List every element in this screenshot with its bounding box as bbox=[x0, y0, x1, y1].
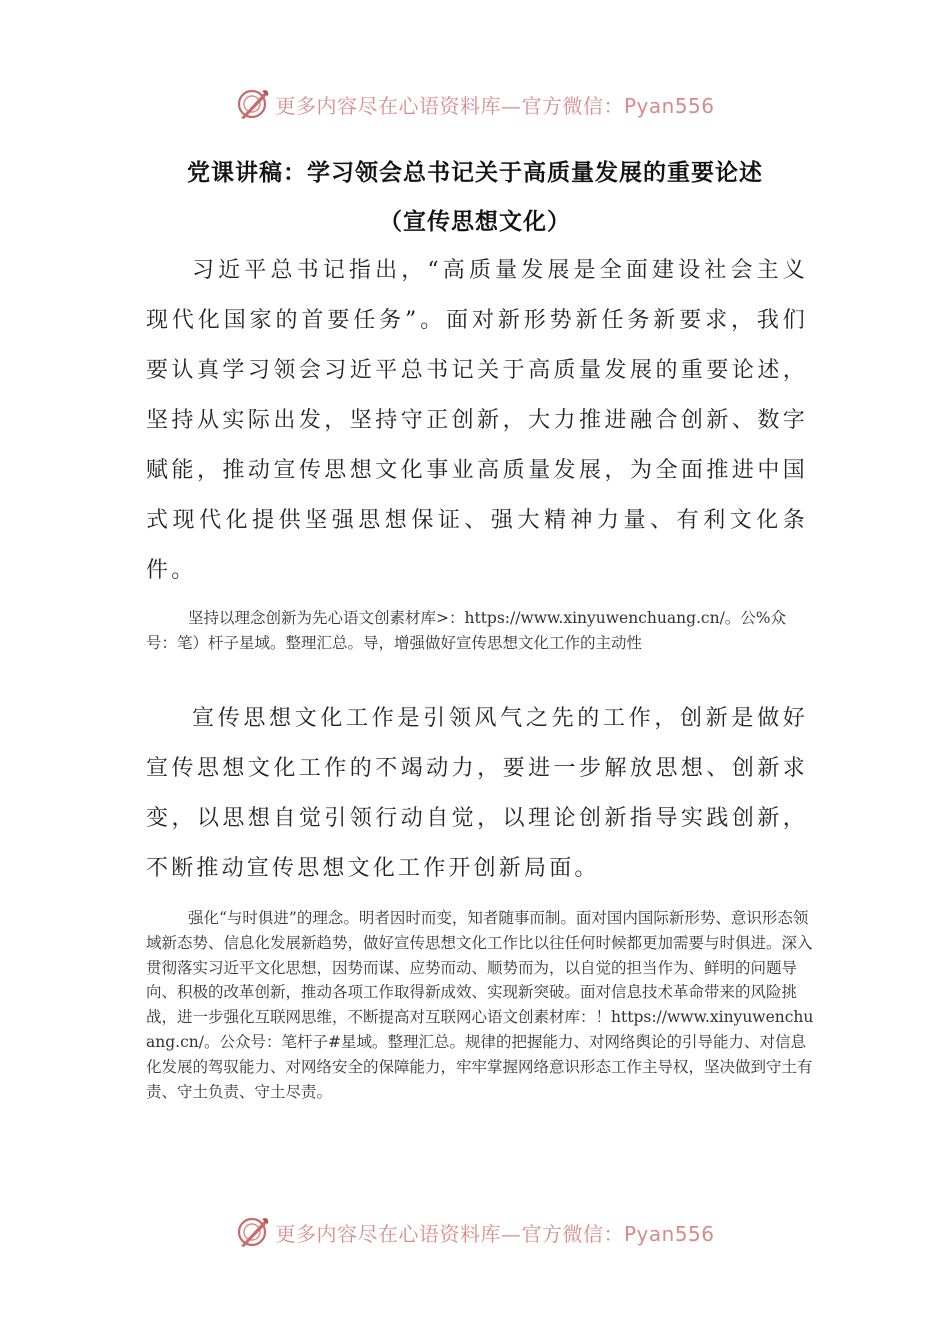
banner-wechat-id: Pyan556 bbox=[623, 1221, 715, 1246]
quill-logo-icon bbox=[235, 86, 271, 122]
header-banner bbox=[0, 84, 950, 124]
document-subtitle: （宣传思想文化） bbox=[379, 209, 571, 235]
body-paragraph-2: 宣传思想文化工作是引领风气之先的工作，创新是做好宣传思想文化工作的不竭动力，要进一步解放思想、创新求变，以思想自觉引领行动自觉，以理论创新指导实践创新，不断推动宣传思想文化工作开创新局面。 bbox=[146, 706, 808, 881]
note-paragraph-1: 坚持以理念创新为先心语文创素材库>：https://www.xinyuwenchuang.cn/。公%众号：笔）杆子星域。整理汇总。导，增强做好宣传思想文化工作的主动性 bbox=[146, 609, 787, 652]
quill-logo-icon bbox=[235, 1214, 271, 1250]
banner-wechat-id: Pyan556 bbox=[623, 93, 715, 118]
body-paragraph-1: 习近平总书记指出，“高质量发展是全面建设社会主义现代化国家的首要任务”。面对新形势新任务新要求，我们要认真学习领会习近平总书记关于高质量发展的重要论述，坚持从实际出发，坚持守正创新，大力推进融合创新、数字赋能，推动宣传思想文化事业高质量发展，为全面推进中国式现代化提供坚强思想保证、强大精神力量、有利文化条件。 bbox=[146, 258, 808, 583]
banner-text: 更多内容尽在心语资料库—官方微信：Pyan556 bbox=[275, 1221, 715, 1246]
note-paragraph-2: 强化“与时俱进”的理念。明者因时而变，知者随事而制。面对国内国际新形势、意识形态领域新态势、信息化发展新趋势，做好宣传思想文化工作比以往任何时候都更加需要与时俱进。深入贯彻落实习近平文化思想，因势而谋、应势而动、顺势而为，以自觉的担当作为、鲜明的问题导向、积极的改革创新，推动各项工作取得新成效、实现新突破。面对信息技术革命带来的风险挑战，进一步强化互联网思维，不断提高对互联网心语文创素材库：！https://www.xinyuwenchuang.cn/。公众号：笔杆子#星域。整理汇总。规律的把握能力、对网络舆论的引导能力、对信息化发展的驾驭能力、对网络安全的保障能力，牢牢掌握网络意识形态工作主导权，坚决做到守土有责、守土负责、守土尽责。 bbox=[146, 909, 814, 1101]
document-title: 党课讲稿：学习领会总书记关于高质量发展的重要论述 bbox=[187, 160, 763, 186]
footer-banner bbox=[0, 1212, 950, 1252]
banner-text: 更多内容尽在心语资料库—官方微信：Pyan556 bbox=[275, 93, 715, 118]
